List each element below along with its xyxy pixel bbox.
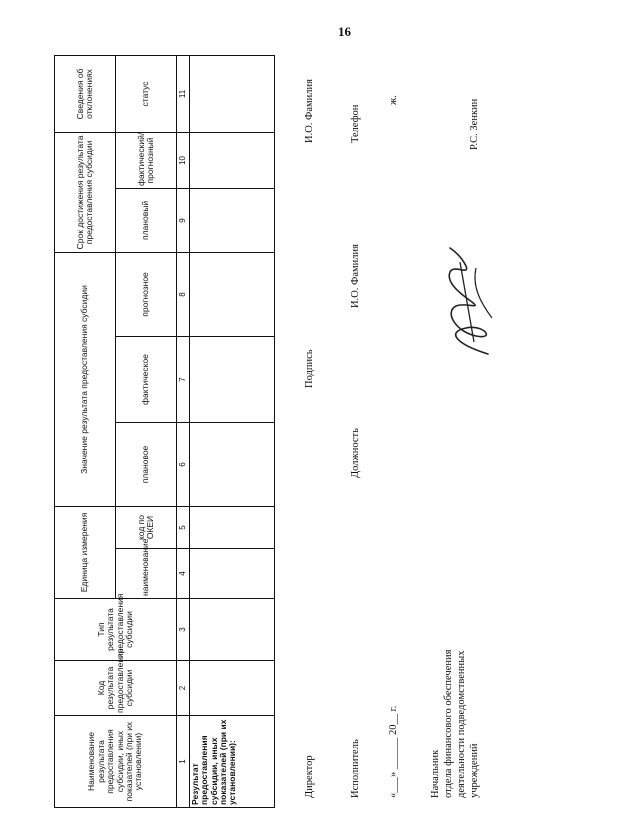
header-value-plan: плановое [116,423,177,507]
header-unit-name: наименование [116,549,177,599]
column-number: 10 [177,132,190,188]
table-cell [190,661,275,716]
head-title-line-2: отдела финансового обеспечения [443,649,454,798]
header-deviation-status: статус [116,55,177,132]
header-deadline-fact: фактический/ прогнозный [116,132,177,188]
handwritten-signature [426,242,506,362]
sign-label: Подпись [304,349,315,388]
director-label: Директор [304,755,315,798]
table-cell [190,423,275,507]
executor-name: И.О. Фамилия [350,244,361,308]
table-cell [190,252,275,336]
header-deviation-group: Сведения об отклонениях [55,55,116,132]
rotated-page-content [54,34,594,808]
table-row [190,55,275,807]
header-code: Код результата предоставления субсидии [55,661,177,716]
phone-label: Телефон [350,104,361,143]
row-result-name: Результат предоставления субсидии, иных показателей (при их установлении): [190,716,275,808]
table-cell [190,549,275,599]
header-unit-group: Единица измерения [55,507,116,599]
header-value-group: Значение результата предоставления субсидии [55,252,116,506]
header-unit-code: код по ОКЕИ [116,507,177,549]
column-number: 6 [177,423,190,507]
date-line: «___» ______ 20__ г. [388,705,399,798]
director-name: И.О. Фамилия [304,79,315,143]
phone-value: ж. [388,95,399,105]
column-number: 8 [177,252,190,336]
page-number: 16 [338,24,351,39]
header-name: Наименование результата предоставления субсидии, иных показателей (при их установлении) [55,716,177,808]
column-number: 9 [177,188,190,252]
table-cell [190,55,275,132]
head-name: Р.С. Зенкин [469,98,480,150]
column-number: 3 [177,599,190,661]
column-number: 2 [177,661,190,716]
position-label: Должность [350,428,361,478]
header-deadline-plan: плановый [116,188,177,252]
header-value-fact: фактическое [116,337,177,423]
column-number: 7 [177,337,190,423]
column-number: 1 [177,716,190,808]
head-title-line-1: Начальник [430,749,441,798]
executor-label: Исполнитель [350,739,361,798]
column-number: 4 [177,549,190,599]
table-cell [190,188,275,252]
table-cell [190,507,275,549]
column-number: 11 [177,55,190,132]
column-number: 5 [177,507,190,549]
head-title-line-3: деятельности подведомственных [456,650,467,798]
header-type: Тип результата предоставления субсидии [55,599,177,661]
header-deadline-group: Срок достижения результата предоставления субсидии [55,132,116,252]
table-cell [190,337,275,423]
report-table [54,55,275,808]
table-cell [190,132,275,188]
table-cell [190,599,275,661]
head-title-line-4: учреждений [469,743,480,798]
header-value-forecast: прогнозное [116,252,177,336]
